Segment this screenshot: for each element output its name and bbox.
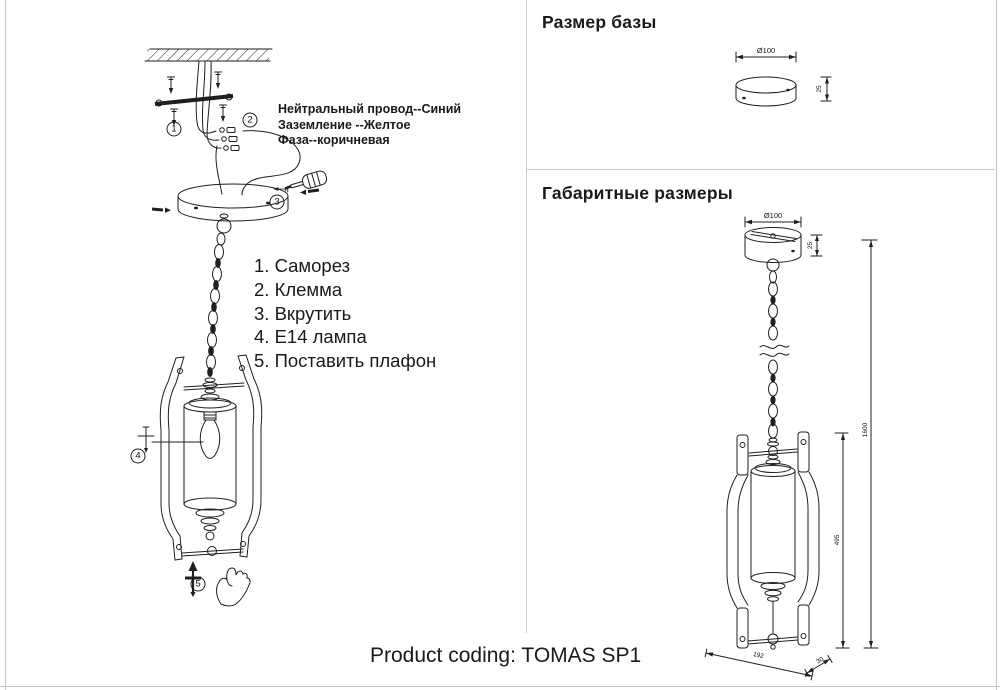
callout-4 [131, 449, 145, 463]
base-ring [736, 77, 796, 106]
depth-label: 30 [815, 655, 826, 666]
assembly-steps [254, 254, 436, 373]
width-dim [705, 649, 813, 680]
step-item: 2. Клемма [254, 278, 343, 300]
wiring-label-phase: Фаза--коричневая [278, 133, 390, 147]
svg-text:5: 5 [195, 578, 201, 590]
overall-section-title: Габаритные размеры [542, 183, 733, 203]
step-item: 3. Вкрутить [254, 302, 352, 324]
hand-icon [217, 568, 251, 606]
canopy-dim-drawing [745, 228, 801, 263]
wiring-labels [278, 102, 461, 149]
chain-drawing [207, 219, 232, 377]
callout-1 [167, 122, 181, 136]
ceiling-drawing [145, 49, 272, 61]
base-height-dim [816, 77, 831, 101]
base-diameter-dim [736, 46, 796, 62]
shade-height-label: 495 [834, 534, 841, 546]
depth-dim [805, 656, 832, 677]
svg-text:1: 1 [171, 123, 177, 135]
svg-text:2: 2 [247, 114, 253, 126]
canopy-height-dim [807, 235, 822, 256]
width-label: 192 [752, 650, 765, 661]
wiring-label-neutral: Нейтральный провод--Синий [278, 102, 462, 116]
cage-drawing [160, 355, 261, 560]
svg-text:3: 3 [274, 196, 280, 208]
screwdriver-icon [273, 170, 328, 195]
cage-dim-drawing [727, 432, 819, 649]
overall-dimensions-drawing [530, 195, 1000, 685]
total-height-label: 1600 [862, 422, 869, 438]
total-height-dim [862, 240, 878, 648]
shade-drawing [184, 378, 236, 540]
canopy-diameter-label: Ø100 [763, 211, 783, 220]
canopy-screw-icon [300, 190, 319, 195]
page-bottom-border [0, 686, 1000, 687]
base-height-label: 25 [816, 85, 823, 93]
wiring-label-ground: Заземление --Желтое [278, 117, 411, 132]
canopy-drawing [152, 184, 319, 221]
step-item: 1. Саморез [254, 255, 351, 276]
chain-dim-drawing [760, 259, 789, 438]
base-diameter-label: Ø100 [756, 46, 776, 55]
step-item: 4. Е14 лампа [254, 326, 367, 348]
terminal-block [220, 128, 239, 151]
canopy-diameter-dim [745, 211, 801, 227]
product-coding: Product coding: TOMAS SP1 [370, 644, 642, 667]
step-item: 5. Поставить плафон [254, 350, 437, 372]
bulb-callout-leader [138, 427, 203, 453]
svg-text:4: 4 [135, 450, 141, 462]
canopy-screw-icon [152, 208, 171, 213]
bulb-drawing [200, 412, 220, 458]
canopy-height-label: 25 [807, 241, 814, 250]
base-section-title: Размер базы [542, 12, 657, 32]
callout-2 [243, 113, 257, 127]
mounting-bracket [155, 94, 233, 106]
shade-height-dim [834, 433, 849, 648]
base-size-drawing [530, 35, 1000, 170]
